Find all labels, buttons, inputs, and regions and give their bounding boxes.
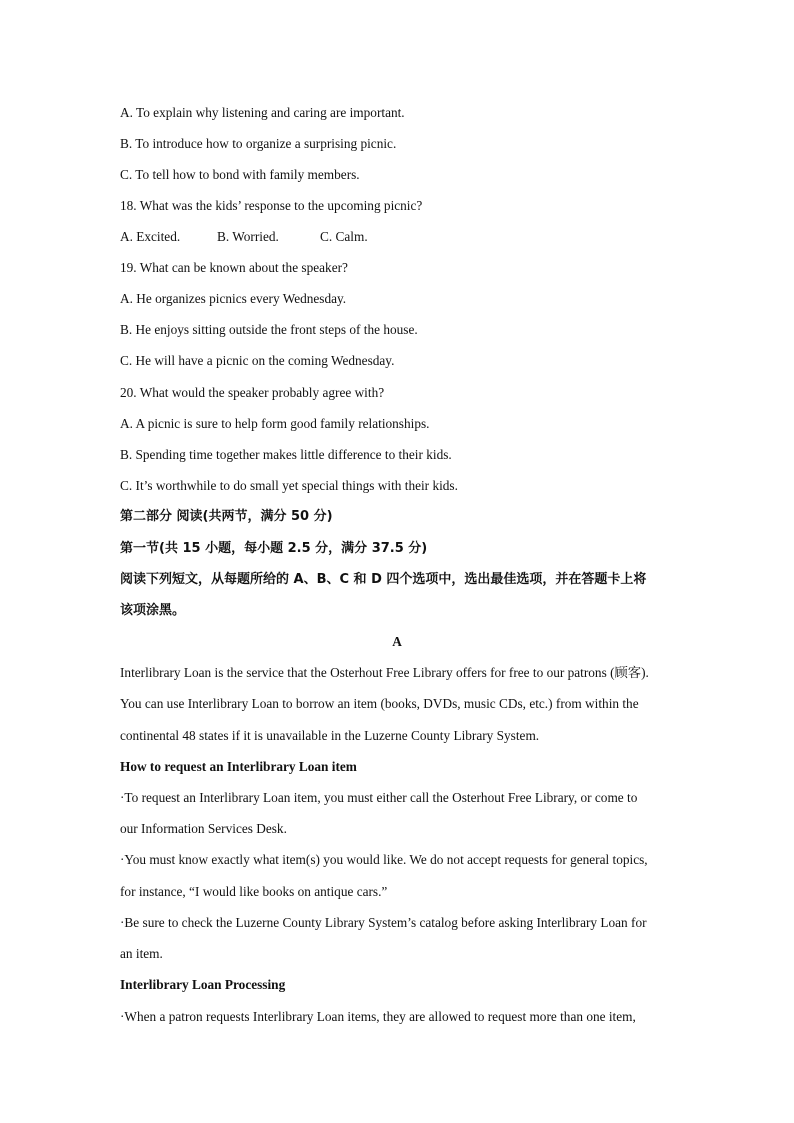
request-line-3: ·You must know exactly what item(s) you would like. We do not accept requests for general topics, [120, 852, 648, 867]
request-heading: How to request an Interlibrary Loan item [120, 759, 357, 774]
q20-option-c: C. It’s worthwhile to do small yet special things with their kids. [120, 478, 458, 493]
instructions-line-2: 该项涂黑。 [120, 603, 186, 618]
request-line-2: our Information Services Desk. [120, 821, 287, 836]
intro-line-3: continental 48 states if it is unavailable in the Luzerne County Library System. [120, 728, 540, 743]
q17-option-b: B. To introduce how to organize a surprising picnic. [120, 136, 397, 151]
q20-option-b: B. Spending time together makes little difference to their kids. [120, 447, 452, 462]
intro-line-1: Interlibrary Loan is the service that the Osterhout Free Library offers for free to our patrons (顾客). [120, 665, 649, 680]
q17-option-a: A. To explain why listening and caring are important. [120, 105, 405, 120]
q19-option-c: C. He will have a picnic on the coming Wednesday. [120, 353, 395, 368]
q20-option-a: A. A picnic is sure to help form good family relationships. [120, 416, 430, 431]
section-one-heading: 第一节(共 15 小题，每小题 2.5 分，满分 37.5 分) [120, 541, 428, 556]
instructions-line-1: 阅读下列短文，从每题所给的 A、B、C 和 D 四个选项中，选出最佳选项，并在答题卡上将 [120, 572, 647, 587]
processing-line-1: ·When a patron requests Interlibrary Loan items, they are allowed to request more than one item, [120, 1009, 636, 1024]
q19-question: 19. What can be known about the speaker? [120, 260, 348, 275]
q18-question: 18. What was the kids’ response to the upcoming picnic? [120, 198, 423, 213]
request-line-1: ·To request an Interlibrary Loan item, you must either call the Osterhout Free Library, or come to [120, 790, 638, 805]
request-line-6: an item. [120, 946, 163, 961]
request-line-4: for instance, “I would like books on antique cars.” [120, 884, 388, 899]
q18-option-c: C. Calm. [320, 229, 368, 244]
request-line-5: ·Be sure to check the Luzerne County Library System’s catalog before asking Interlibrary Loan for [120, 915, 647, 930]
passage-label: A [392, 634, 402, 649]
intro-line-2: You can use Interlibrary Loan to borrow an item (books, DVDs, music CDs, etc.) from within the [120, 696, 639, 711]
q20-question: 20. What would the speaker probably agree with? [120, 385, 385, 400]
part-two-heading: 第二部分 阅读(共两节，满分 50 分) [120, 509, 333, 524]
q18-option-b: B. Worried. [217, 229, 279, 244]
q17-option-c: C. To tell how to bond with family members. [120, 167, 360, 182]
processing-heading: Interlibrary Loan Processing [120, 977, 286, 992]
q19-option-b: B. He enjoys sitting outside the front steps of the house. [120, 322, 418, 337]
q18-option-a: A. Excited. [120, 229, 181, 244]
q19-option-a: A. He organizes picnics every Wednesday. [120, 291, 347, 306]
